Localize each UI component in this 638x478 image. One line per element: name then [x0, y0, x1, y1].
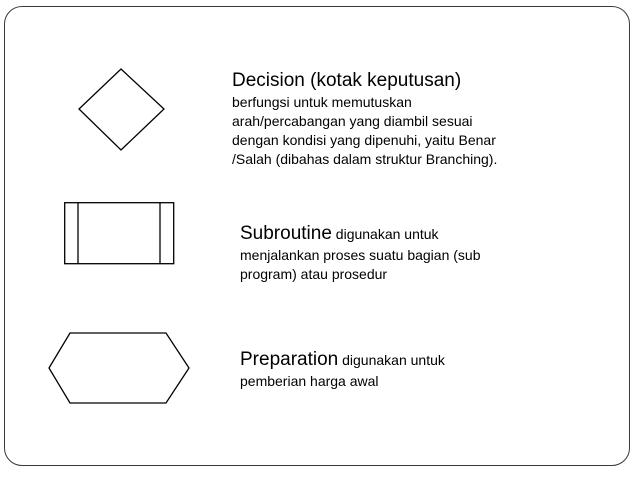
subroutine-line-3: program) atau prosedur	[240, 266, 388, 282]
preparation-description	[240, 348, 540, 391]
preparation-first-line	[240, 348, 540, 372]
decision-title: Decision (kotak keputusan)	[232, 70, 462, 91]
decision-line-4: /Salah (dibahas dalam struktur Branching).	[232, 151, 498, 167]
preparation-hexagon-shape	[48, 332, 192, 406]
preparation-line-2: pemberian harga awal	[240, 373, 379, 389]
decision-line-1: berfungsi untuk memutuskan	[232, 94, 412, 110]
subroutine-title: Subroutine	[240, 223, 332, 244]
subroutine-line-2: menjalankan proses suatu bagian (sub	[240, 247, 481, 263]
decision-line-2: arah/percabangan yang diambil sesuai	[232, 113, 473, 129]
preparation-title: Preparation	[240, 349, 339, 370]
subroutine-box-outline	[65, 203, 174, 264]
subroutine-line-1-rest: digunakan untuk	[331, 226, 439, 242]
subroutine-description	[240, 222, 540, 284]
preparation-line-1-rest: digunakan untuk	[338, 352, 445, 368]
preparation-hexagon-outline	[49, 333, 189, 403]
decision-line-3: dengan kondisi yang dipenuhi, yaitu Benar	[232, 132, 496, 148]
subroutine-first-line	[240, 222, 540, 246]
decision-diamond-shape	[78, 68, 166, 152]
decision-description	[232, 69, 562, 169]
decision-diamond-outline	[79, 69, 164, 150]
subroutine-box-shape	[64, 202, 176, 266]
